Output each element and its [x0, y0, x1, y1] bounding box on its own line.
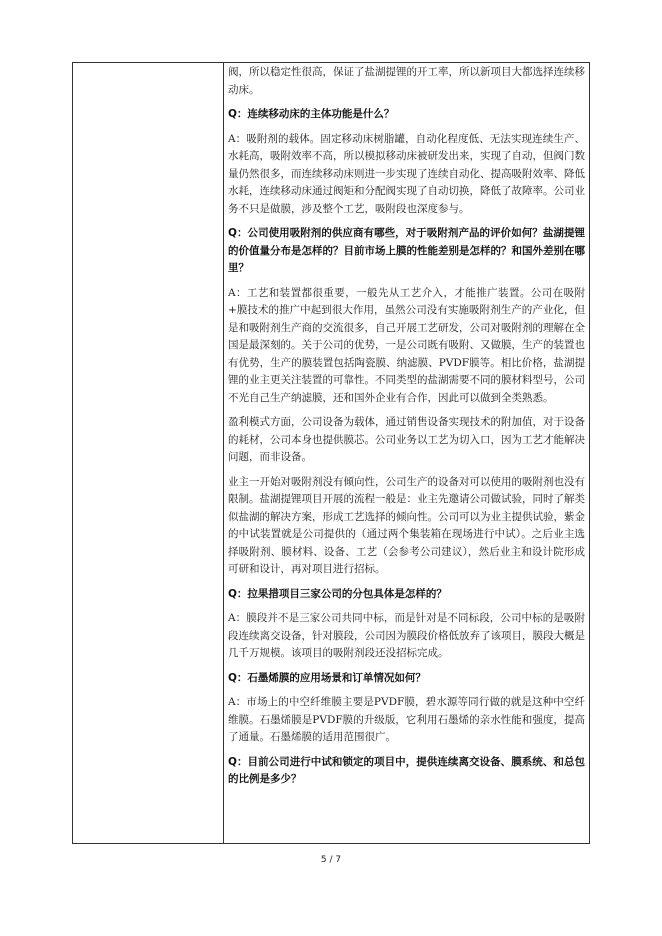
answer-paragraph: 阀，所以稳定性很高，保证了盐湖提锂的开工率，所以新项目大都选择连续移动床。 [228, 66, 585, 96]
question-heading: Q：连续移动床的主体功能是什么？ [228, 108, 395, 120]
column-divider [223, 63, 224, 843]
question-heading: Q：目前公司进行中试和锁定的项目中，提供连续离交设备、膜系统、和总包的比例是多少？ [228, 755, 585, 785]
answer-paragraph: A：工艺和装置都很重要，一般先从工艺介入，才能推广装置。公司在吸附+膜技术的推广中起到很大作用，虽然公司没有实施吸附剂生产的产业化，但是和吸附剂生产商的交流很多，自己开展工艺研发，公司对吸附剂的理解在全国是最深刻的。关于公司的优势，一是公司既有吸附、又做膜，生产的装置也有优势，生产的膜装置包括陶瓷膜、纳滤膜、PVDF膜等。相比价格，盐湖提锂的业主更关注装置的可靠性。不同类型的盐湖需要不同的膜材料型号，公司不光自己生产纳滤膜，还和国外企业有合作，因此可以做到全类熟悉。 [228, 286, 585, 404]
question-heading: Q：石墨烯膜的应用场景和订单情况如何？ [228, 671, 426, 684]
qa-table [72, 62, 590, 844]
page-number: 5 / 7 [320, 855, 342, 865]
answer-paragraph: A：吸附剂的载体。固定移动床树脂罐，自动化程度低、无法实现连续生产、水耗高，吸附效率不高，所以模拟移动床被研发出来，实现了自动，但阀门数量仍然很多，而连续移动床则进一步实现了连续自动化、提高吸附效率、降低水耗，连续移动床通过阀矩和分配阀实现了自动切换，降低了故障率。公司业务不只是做膜，涉及整个工艺，吸附段也深度参与。 [228, 132, 585, 215]
answer-paragraph: A：市场上的中空纤维膜主要是PVDF膜，碧水源等同行做的就是这种中空纤维膜。石墨烯膜是PVDF膜的升级版，它利用石墨烯的亲水性能和强度，提高了通量。石墨烯膜的适用范围很广。 [228, 696, 585, 743]
answer-paragraph: A：膜段并不是三家公司共同中标，而是针对是不同标段，公司中标的是吸附段连续离交设备，针对膜段，公司因为膜段价格低放弃了该项目，膜段大概是几千万规模。该项目的吸附剂段还没招标完成。 [228, 612, 585, 659]
question-heading: Q：拉果措项目三家公司的分包具体是怎样的？ [228, 587, 447, 600]
question-heading: Q：公司使用吸附剂的供应商有哪些，对于吸附剂产品的评价如何？盐湖提锂的价值量分布是怎样的？目前市场上膜的性能差别是怎样的？和国外差别在哪里？ [228, 227, 585, 274]
answer-paragraph: 业主一开始对吸附剂没有倾向性，公司生产的设备对可以使用的吸附剂也没有限制。盐湖提锂项目开展的流程一般是：业主先邀请公司做试验，同时了解类似盐湖的解决方案，形成工艺选择的倾向性。公司可以为业主提供试验，紫金的中试装置就是公司提供的（通过两个集装箱在现场进行中试）。之后业主选择吸附剂、膜材料、设备、工艺（会参考公司建议），然后业主和设计院形成可研和设计，再对项目进行招标。 [228, 475, 585, 575]
qa-content-cell [228, 64, 585, 842]
answer-paragraph: 盈利模式方面，公司设备为载体，通过销售设备实现技术的附加值，对于设备的耗材，公司本身也提供膜芯。公司业务以工艺为切入口，因为工艺才能解决问题，而非设备。 [228, 416, 585, 463]
